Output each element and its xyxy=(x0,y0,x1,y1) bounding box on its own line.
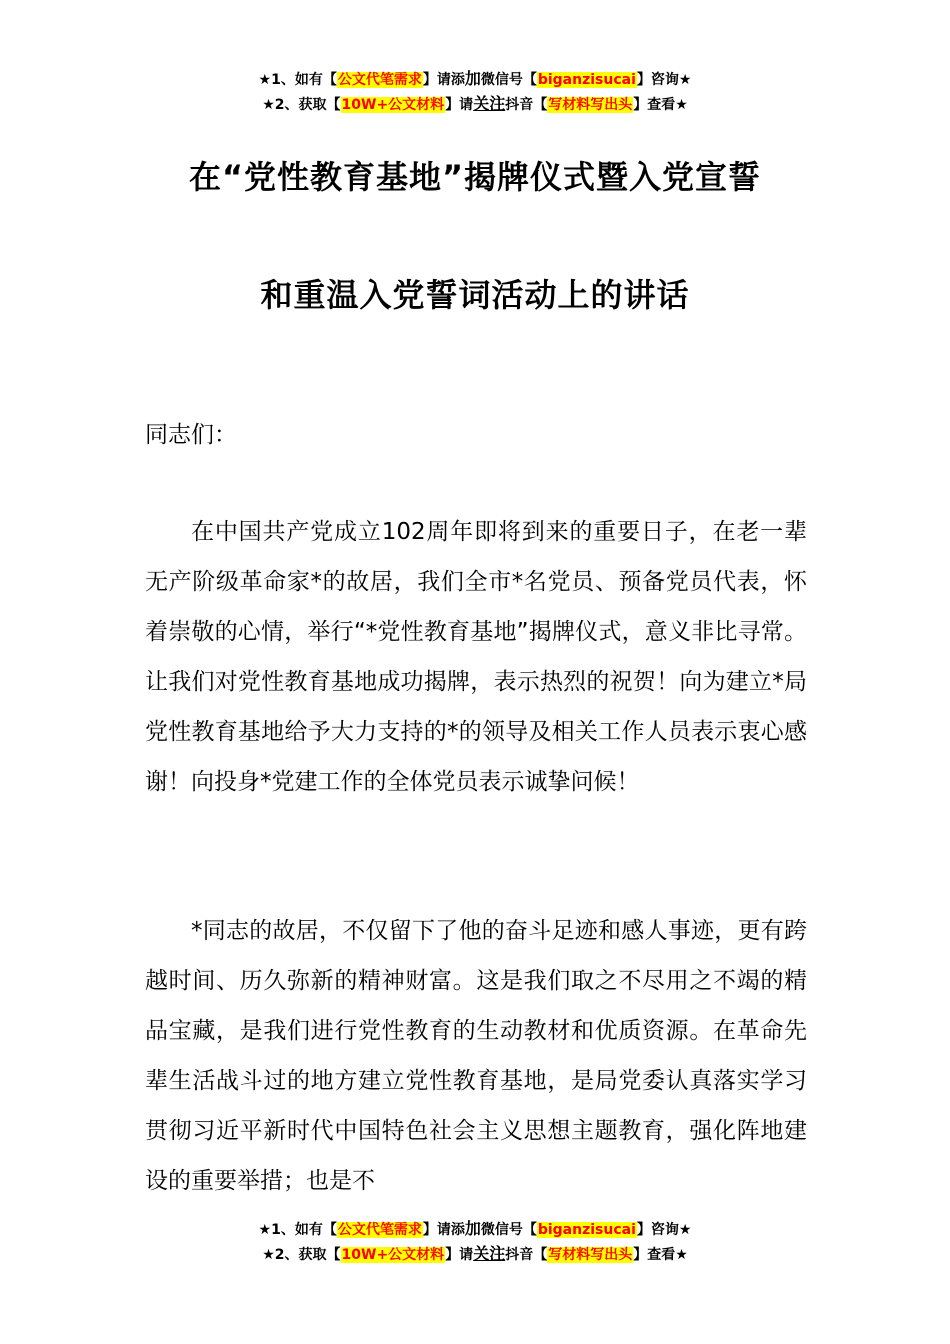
banner-highlight: biganzisucai xyxy=(537,1222,636,1238)
banner-text: 关注 xyxy=(473,94,506,113)
banner-line-2 xyxy=(0,1242,950,1267)
banner-text: 抖音【 xyxy=(505,97,548,113)
banner-highlight: 10W+公文材料 xyxy=(341,1247,445,1263)
banner-text: 加 xyxy=(464,69,481,88)
banner-line-1 xyxy=(0,67,950,92)
banner-highlight: biganzisucai xyxy=(537,72,636,88)
banner-text: 微信号【 xyxy=(480,1222,537,1238)
banner-text: 】请添 xyxy=(422,72,465,88)
banner-text: 】请添 xyxy=(422,1222,465,1238)
banner-highlight: 写材料写出头 xyxy=(548,1247,633,1263)
banner-text: ★1、如有【 xyxy=(258,72,337,88)
document-title-line-1: 在“党性教育基地”揭牌仪式暨入党宣誓 xyxy=(188,158,762,196)
banner-text: 】查看★ xyxy=(633,1247,688,1263)
banner-text: ★2、获取【 xyxy=(262,1247,341,1263)
paragraph: 在中国共产党成立102周年即将到来的重要日子，在老一辈无产阶级革命家*的故居，我们全市*名党员、预备党员代表，怀着崇敬的心情，举行“*党性教育基地”揭牌仪式，意义非比寻常。让我们对党性教育基地成功揭牌，表示热烈的祝贺！向为建立*局党性教育基地给予大力支持的*的领导及相关工作人员表示衷心感谢！向投身*党建工作的全体党员表示诚挚问候！ xyxy=(145,519,807,795)
document-title-line-2: 和重温入党誓词活动上的讲话 xyxy=(260,276,690,314)
banner-text: 】请 xyxy=(445,97,474,113)
banner-text: ★1、如有【 xyxy=(258,1222,337,1238)
banner-text: 抖音【 xyxy=(505,1247,548,1263)
salutation: 同志们： xyxy=(145,422,237,448)
bottom-banner xyxy=(0,1217,950,1267)
banner-text: 】咨询★ xyxy=(636,72,692,88)
banner-highlight: 公文代笔需求 xyxy=(337,1222,422,1238)
banner-highlight: 写材料写出头 xyxy=(548,97,633,113)
banner-highlight: 公文代笔需求 xyxy=(337,72,422,88)
banner-text: 加 xyxy=(464,1219,481,1238)
top-banner xyxy=(0,67,950,117)
banner-text: 】请 xyxy=(445,1247,474,1263)
banner-line-1 xyxy=(0,1217,950,1242)
banner-text: 】咨询★ xyxy=(636,1222,692,1238)
banner-highlight: 10W+公文材料 xyxy=(341,97,445,113)
paragraph: *同志的故居，不仅留下了他的奋斗足迹和感人事迹，更有跨越时间、历久弥新的精神财富。这是我们取之不尽用之不竭的精品宝藏，是我们进行党性教育的生动教材和优质资源。在革命先辈生活战斗过的地方建立党性教育基地，是局党委认真落实学习贯彻习近平新时代中国特色社会主义思想主题教育，强化阵地建设的重要举措；也是不 xyxy=(145,918,807,1194)
banner-text: 】查看★ xyxy=(633,97,688,113)
banner-text: 微信号【 xyxy=(480,72,537,88)
banner-line-2 xyxy=(0,92,950,117)
banner-text: 关注 xyxy=(473,1244,506,1263)
banner-text: ★2、获取【 xyxy=(262,97,341,113)
